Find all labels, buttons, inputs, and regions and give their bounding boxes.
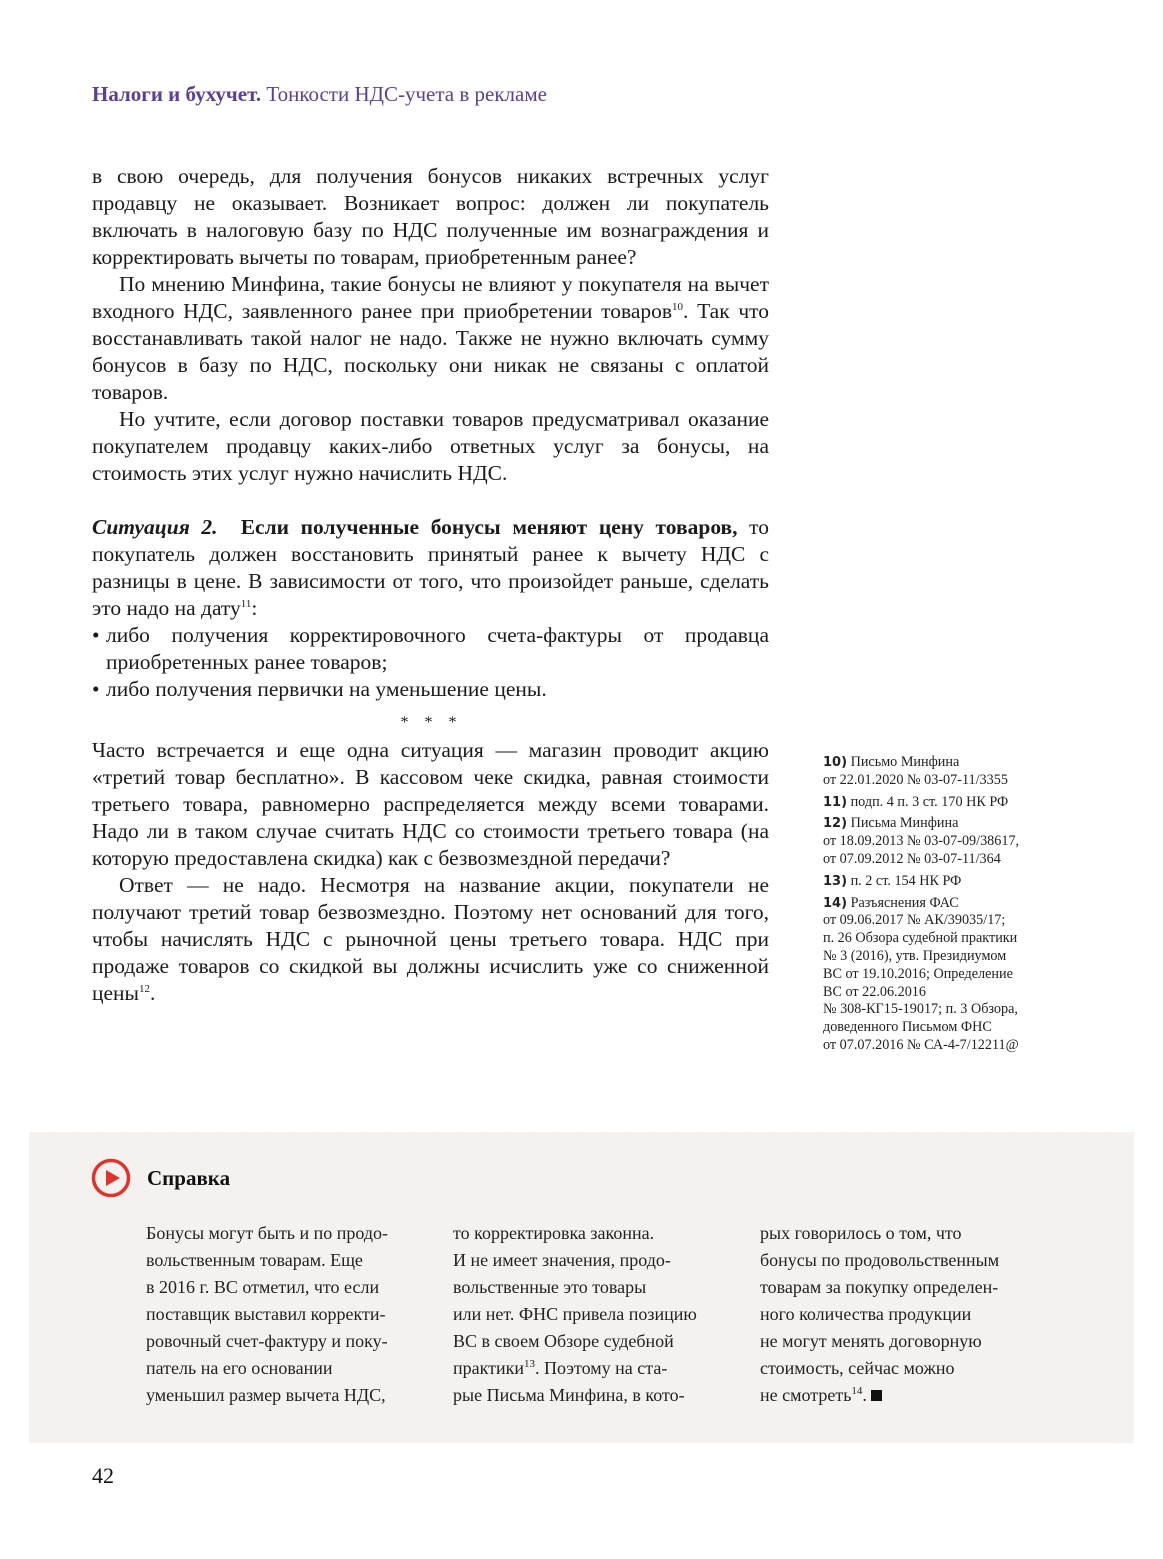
list-item: • либо получения корректировочного счета-фактуры от продавца приобретенных ранее товаров; [92, 623, 769, 674]
scalloped-edge [29, 1128, 1134, 1136]
box-column-3: рых говорилось о том, что бонусы по продовольственным товарам за покупку определен- ного количества продукции не могут менять договорную стоимость, сейчас можно не смотреть$^{14}$. [760, 1223, 1000, 1405]
end-of-article-icon [871, 1390, 882, 1401]
footnote-10: 10) Письмо Минфина от 22.01.2020 № 03-07-11/3355 [823, 754, 1008, 788]
running-head-section: Налоги и бухучет. [92, 82, 262, 106]
bullet-list [92, 622, 769, 703]
paragraph: Ответ — не надо. Несмотря на название акции, покупатели не получают третий товар безвозмездно. Поэтому нет оснований для того, чтобы начислять НДС с рыночной цены третьего товара. НДС при продаже товаров со скидкой вы должны исчислить уже со сниженной цены$^{12}$. [92, 873, 769, 1005]
situation-label: Ситуация 2. [92, 515, 218, 539]
footnote-14: 14) Разъяснения ФАС от 09.06.2017 № АК/39035/17; п. 26 Обзора судебной практики № 3 (2016), утв. Президиумом ВС от 19.10.2016; Определение ВС от 22.06.2016 № 308-КГ15-19017; п. 3 Обзора, доведенного Письмом ФНС от 07.07.2016 № СА-4-7/12211@ [823, 894, 1019, 1053]
main-text [92, 163, 769, 1007]
running-head-title: Тонкости НДС-учета в рекламе [266, 82, 547, 106]
section-separator: * * * [400, 714, 463, 731]
box-title: Справка [147, 1166, 231, 1190]
running-head [92, 82, 547, 107]
footnote-ref[interactable]: 11 [240, 598, 252, 610]
footnote-ref[interactable]: 10 [672, 301, 684, 313]
list-item: • либо получения первички на уменьшение цены. [92, 677, 547, 701]
box-column-2: то корректировка законна. И не имеет значения, продо- вольственные это товары или нет. ФНС привела позицию ВС в своем Обзоре судебной практики$^{13}$. Поэтому на ста- рые Письма Минфина, в кото- [453, 1223, 697, 1405]
situation-heading: Если полученные бонусы меняют цену товаров, [240, 515, 738, 539]
paragraph: Часто встречается и еще одна ситуация — магазин проводит акцию «третий товар бесплатно». В кассовом чеке скидка, равная стоимости третьего товара, равномерно распределяется между всеми товарами. Надо ли в таком случае считать НДС со стоимости третьего товара (на которую предоставлена скидка) как с безвозмездной передачи? [92, 738, 769, 870]
bullet-icon: • [92, 677, 100, 701]
paragraph: По мнению Минфина, такие бонусы не влияют у покупателя на вычет входного НДС, заявленного ранее при приобретении товаров$^{10}$. Так что восстанавливать такой налог не надо. Также не нужно включать сумму бонусов в базу по НДС, поскольку они никак не связаны с оплатой товаров. [92, 272, 769, 404]
footnote-11: 11) подп. 4 п. 3 ст. 170 НК РФ [823, 793, 1009, 810]
box-columns [146, 1220, 1067, 1409]
paragraph: в свою очередь, для получения бонусов никаких встречных услуг продавцу не оказывает. Возникает вопрос: должен ли покупатель включать в налоговую базу по НДС полученные им вознаграждения и корректировать вычеты по товарам, приобретенным ранее? [92, 164, 769, 269]
reference-box [29, 1132, 1134, 1443]
footnote-ref[interactable]: 14 [851, 1385, 863, 1397]
footnote-13: 13) п. 2 ст. 154 НК РФ [823, 872, 962, 889]
bullet-icon: • [92, 623, 100, 647]
page-number: 42 [92, 1463, 114, 1488]
box-column-1: Бонусы могут быть и по продо- вольственным товарам. Еще в 2016 г. ВС отметил, что если поставщик выставил корректи- ровочный счет-фактуру и поку- патель на его основании уменьшил размер вычета НДС, [146, 1223, 389, 1405]
paragraph: Но учтите, если договор поставки товаров предусматривал оказание покупателем продавцу каких-либо ответных услуг за бонусы, на стоимость этих услуг нужно начислить НДС. [92, 407, 769, 485]
footnote-ref[interactable]: 13 [524, 1358, 536, 1370]
footnotes [823, 754, 1063, 1059]
situation-2-paragraph: Ситуация 2. Если полученные бонусы меняют цену товаров, то покупатель должен восстановить принятый ранее к вычету НДС с разницы в цене. В зависимости от того, что произойдет раньше, сделать это надо на дату$^{11}$: [92, 515, 769, 620]
footnote-12: 12) Письма Минфина от 18.09.2013 № 03-07-09/38617, от 07.09.2012 № 03-07-11/364 [823, 815, 1020, 867]
footnote-ref[interactable]: 12 [139, 983, 150, 995]
play-circle-icon [91, 1158, 131, 1198]
